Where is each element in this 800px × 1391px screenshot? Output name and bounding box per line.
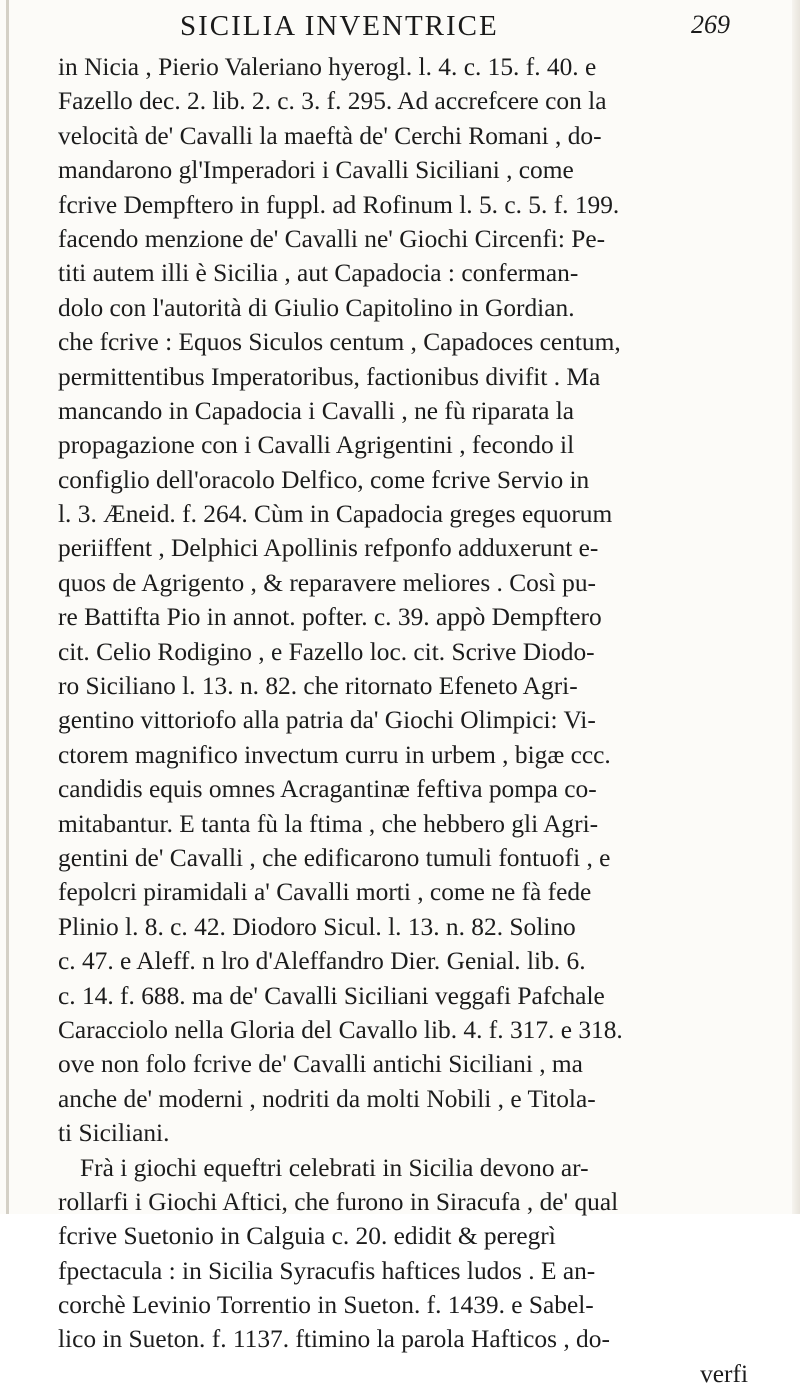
text-line: ti Siciliani. <box>58 1119 170 1148</box>
text-line: configlio dell'oracolo Delfico, come fcrive Servio in <box>58 465 590 494</box>
text-line: cit. Celio Rodigino , e Fazello loc. cit. Scrive Diodo- <box>58 637 595 666</box>
text-line: in Nicia , Pierio Valeriano hyerogl. l. 4. c. 15. f. 40. e <box>58 53 597 81</box>
text-line: l. 3. Æneid. f. 264. Cùm in Capadocia greges equorum <box>58 500 613 529</box>
text-line: dolo con l'autorità di Giulio Capitolino in Gordian. <box>58 293 575 322</box>
text-line: permittentibus Imperatoribus, factionibus divifit . Ma <box>58 362 601 391</box>
text-line: ove non folo fcrive de' Cavalli antichi Siciliani , ma <box>58 1050 583 1079</box>
text-line: lico in Sueton. f. 1137. ftimino la parola Hafticos , do- <box>58 1325 610 1354</box>
text-line: Frà i giochi equeftri celebrati in Sicilia devono ar- <box>80 1153 589 1182</box>
page-number: 269 <box>691 10 730 39</box>
text-line: candidis equis omnes Acragantinæ feftiva pompa co- <box>58 775 597 804</box>
catchword: verfi <box>700 1359 748 1388</box>
text-line: fcrive Suetonio in Calguia c. 20. edidit & peregrì <box>58 1222 556 1251</box>
text-line: propagazione con i Cavalli Agrigentini , fecondo il <box>58 431 575 460</box>
text-line: fpectacula : in Sicilia Syracufis haftices ludos . E an- <box>58 1256 596 1285</box>
text-line: fcrive Dempftero in fuppl. ad Rofinum l. 5. c. 5. f. 199. <box>58 190 620 219</box>
text-line: Fazello dec. 2. lib. 2. c. 3. f. 295. Ad accrefcere con la <box>58 87 607 116</box>
text-line: anche de' moderni , nodriti da molti Nobili , e Titola- <box>58 1084 596 1113</box>
text-line: gentini de' Cavalli , che edificarono tumuli fontuofi , e <box>58 843 611 872</box>
text-line: velocità de' Cavalli la maeftà de' Cerchi Romani , do- <box>58 121 602 150</box>
text-line: fepolcri piramidali a' Cavalli morti , come ne fà fede <box>58 878 592 907</box>
text-line: Plinio l. 8. c. 42. Diodoro Sicul. l. 13. n. 82. Solino <box>58 912 576 941</box>
text-line: c. 47. e Aleff. n lro d'Aleffandro Dier. Genial. lib. 6. <box>58 947 586 976</box>
text-line: re Battifta Pio in annot. pofter. c. 39. appò Dempftero <box>58 603 602 632</box>
text-line: quos de Agrigento , & reparavere meliores . Così pu- <box>58 568 597 597</box>
text-line: rollarfi i Giochi Aftici, che furono in Siracufa , de' qual <box>58 1187 619 1216</box>
text-line: titi autem illi è Sicilia , aut Capadocia : conferman- <box>58 259 579 288</box>
text-line: corchè Levinio Torrentio in Sueton. f. 1439. e Sabel- <box>58 1291 594 1320</box>
text-line: mancando in Capadocia i Cavalli , ne fù riparata la <box>58 396 575 425</box>
text-line: c. 14. f. 688. ma de' Cavalli Siciliani veggafi Pafchale <box>58 981 605 1010</box>
text-line: facendo menzione de' Cavalli ne' Giochi Circenfi: Pe- <box>58 224 606 253</box>
left-gutter-shadow <box>6 0 9 1214</box>
text-line: che fcrive : Equos Siculos centum , Capadoces centum, <box>58 328 621 357</box>
text-line: mandarono gl'Imperadori i Cavalli Siciliani , come <box>58 156 574 185</box>
text-line: ro Siciliano l. 13. n. 82. che ritornato Efeneto Agri- <box>58 672 578 701</box>
text-line: mitabantur. E tanta fù la ftima , che hebbero gli Agri- <box>58 809 599 838</box>
text-line: periiffent , Delphici Apollinis refponfo adduxerunt e- <box>58 534 599 563</box>
text-line: Caracciolo nella Gloria del Cavallo lib. 4. f. 317. e 318. <box>58 1015 623 1044</box>
running-head: SICILIA INVENTRICE <box>180 10 499 42</box>
text-line: gentino vittoriofo alla patria da' Giochi Olimpici: Vi- <box>58 706 596 735</box>
page-header <box>140 8 740 54</box>
right-page-edge <box>792 0 800 1214</box>
text-line: ctorem magnifico invectum curru in urbem , bigæ ccc. <box>58 740 611 769</box>
body-text <box>58 50 798 1391</box>
